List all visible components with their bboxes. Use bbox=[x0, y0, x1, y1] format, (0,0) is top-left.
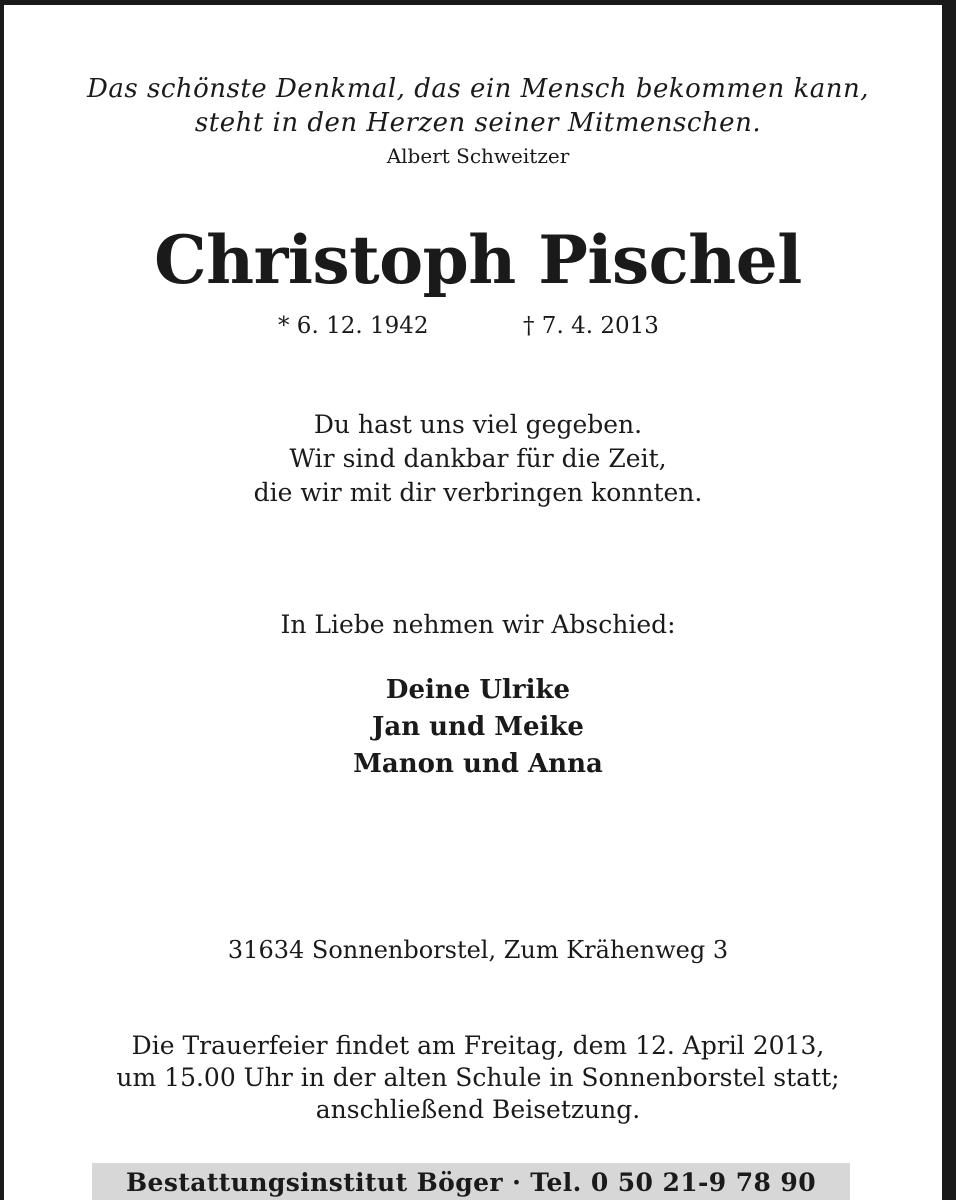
quote-author: Albert Schweitzer bbox=[386, 144, 570, 168]
notice-line: anschließend Beisetzung. bbox=[315, 1095, 641, 1124]
verse-line: Wir sind dankbar für die Zeit, bbox=[289, 444, 667, 473]
mourner-name: Manon und Anna bbox=[353, 749, 603, 779]
deceased-name: Christoph Pischel bbox=[154, 221, 802, 299]
verse-line: Du hast uns viel gegeben. bbox=[313, 410, 643, 439]
funeral-notice bbox=[0, 1030, 956, 1126]
epigraph-quote bbox=[0, 72, 956, 140]
birth-date: * 6. 12. 1942 bbox=[278, 313, 429, 339]
notice-line: Die Trauerfeier findet am Freitag, dem 12. April 2013, bbox=[131, 1031, 825, 1060]
mourners-list bbox=[0, 672, 956, 783]
family-address: 31634 Sonnenborstel, Zum Krähenweg 3 bbox=[227, 936, 729, 964]
funeral-home-banner: Bestattungsinstitut Böger · Tel. 0 50 21-9 78 90 bbox=[92, 1163, 850, 1200]
quote-line: Das schönste Denkmal, das ein Mensch bekommen kann, bbox=[87, 74, 869, 104]
mourner-name: Deine Ulrike bbox=[385, 675, 571, 705]
mourner-name: Jan und Meike bbox=[372, 712, 584, 742]
quote-line: steht in den Herzen seiner Mitmenschen. bbox=[194, 108, 762, 138]
notice-line: um 15.00 Uhr in der alten Schule in Sonnenborstel statt; bbox=[116, 1063, 840, 1092]
memorial-verse bbox=[0, 408, 956, 510]
verse-line: die wir mit dir verbringen konnten. bbox=[253, 478, 703, 507]
farewell-line: In Liebe nehmen wir Abschied: bbox=[280, 610, 676, 639]
death-date: † 7. 4. 2013 bbox=[523, 313, 659, 339]
